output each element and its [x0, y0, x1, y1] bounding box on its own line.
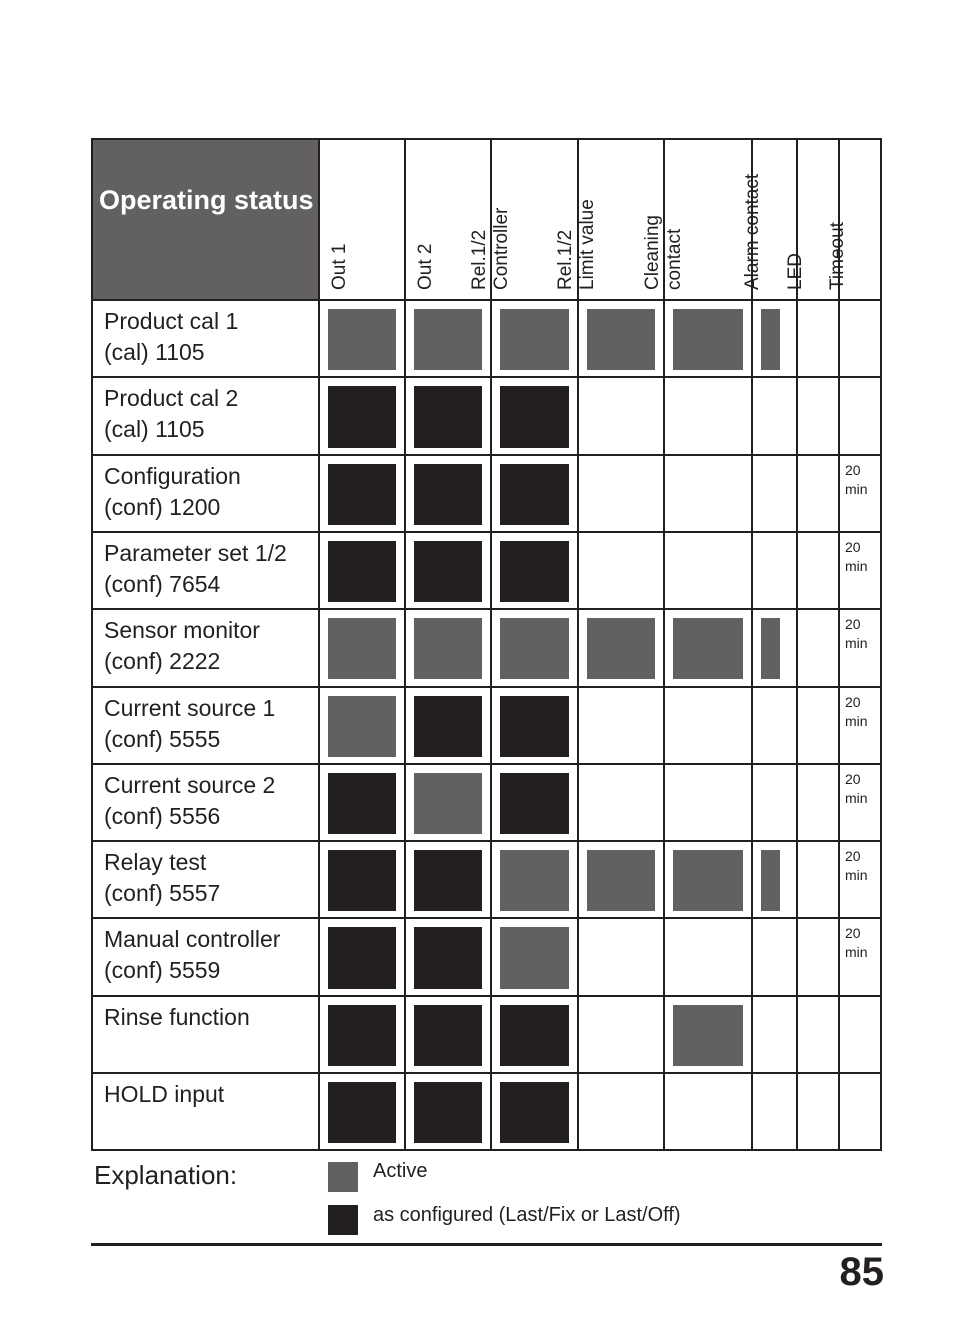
status-cell-active — [414, 773, 482, 834]
footer-rule — [91, 1243, 882, 1246]
row-label: Product cal 1 (cal) 1105 — [104, 308, 239, 365]
row-divider — [91, 454, 882, 456]
legend-swatch-configured — [328, 1205, 358, 1235]
operating-status-table — [91, 138, 882, 1150]
row-divider — [91, 299, 882, 301]
status-cell-active — [587, 618, 655, 679]
status-cell-active — [500, 927, 569, 988]
timeout-value: 20 min — [845, 693, 868, 729]
column-header-label: Out 2 — [415, 243, 436, 290]
status-cell-active — [500, 850, 569, 911]
row-label: Parameter set 1/2 (conf) 7654 — [104, 539, 287, 597]
row-label: Relay test (conf) 5557 — [104, 849, 221, 907]
legend-text-active: Active — [373, 1160, 428, 1182]
row-label: Sensor monitor (conf) 2222 — [104, 617, 260, 675]
status-cell-active — [328, 618, 396, 679]
status-cell-active — [673, 1005, 743, 1066]
status-cell-active — [500, 309, 569, 370]
status-cell-config — [500, 773, 569, 834]
row-divider — [91, 917, 882, 919]
timeout-value: 20 min — [845, 461, 868, 497]
legend-text-configured: as configured (Last/Fix or Last/Off) — [373, 1204, 681, 1226]
status-cell-config — [414, 1082, 482, 1143]
timeout-value: 20 min — [845, 848, 868, 884]
table-title: Operating status — [99, 185, 314, 215]
status-cell-active — [414, 309, 482, 370]
timeout-value: 20 min — [845, 770, 868, 806]
status-cell-config — [328, 1005, 396, 1066]
row-label: Rinse function — [104, 1003, 250, 1030]
legend-swatch-active — [328, 1162, 358, 1192]
status-cell-config — [328, 464, 396, 525]
page-number: 85 — [839, 1250, 884, 1294]
status-cell-active — [587, 850, 655, 911]
column-header-label: Rel.1/2 Controller — [468, 207, 512, 290]
status-cell-config — [328, 386, 396, 447]
explanation-label: Explanation: — [94, 1160, 238, 1190]
column-divider — [404, 138, 406, 1150]
row-label: HOLD input — [104, 1081, 225, 1107]
status-cell-active — [761, 850, 780, 911]
row-divider — [91, 686, 882, 688]
column-header-label: Out 1 — [329, 243, 350, 290]
table-header-corner — [91, 138, 319, 300]
status-cell-config — [500, 541, 569, 602]
row-divider — [91, 1149, 882, 1151]
row-label: Configuration (conf) 1200 — [104, 462, 241, 520]
row-divider — [91, 995, 882, 997]
status-cell-config — [414, 850, 482, 911]
timeout-value: 20 min — [845, 616, 868, 652]
status-cell-config — [500, 696, 569, 757]
status-cell-active — [414, 618, 482, 679]
row-label: Current source 1 (conf) 5555 — [104, 694, 276, 752]
column-header-label: Cleaning contact — [642, 215, 685, 290]
status-cell-config — [328, 541, 396, 602]
status-cell-active — [673, 850, 743, 911]
status-cell-config — [500, 1005, 569, 1066]
column-header-label: Rel.1/2 Limit value — [555, 199, 598, 290]
status-cell-config — [414, 386, 482, 447]
timeout-value: 20 min — [845, 925, 868, 961]
status-cell-config — [328, 773, 396, 834]
column-header-label: Timeout — [827, 222, 848, 290]
column-divider — [318, 138, 320, 1150]
row-divider — [91, 608, 882, 610]
row-divider — [91, 531, 882, 533]
status-cell-active — [328, 696, 396, 757]
column-divider — [880, 138, 882, 1150]
status-cell-config — [414, 541, 482, 602]
status-cell-active — [761, 309, 780, 370]
status-cell-config — [500, 386, 569, 447]
status-cell-config — [500, 1082, 569, 1143]
row-label: Product cal 2 (cal) 1105 — [104, 385, 239, 443]
column-header-label: Alarm contact — [741, 173, 763, 290]
timeout-value: 20 min — [845, 538, 868, 574]
row-divider — [91, 1072, 882, 1074]
status-cell-config — [328, 927, 396, 988]
column-header-label: LED — [785, 253, 806, 290]
status-cell-active — [761, 618, 780, 679]
status-cell-config — [328, 1082, 396, 1143]
status-cell-config — [414, 464, 482, 525]
status-cell-active — [587, 309, 655, 370]
row-label: Manual controller (conf) 5559 — [104, 926, 281, 984]
row-label: Current source 2 (conf) 5556 — [104, 771, 276, 829]
row-divider — [91, 376, 882, 378]
status-cell-config — [414, 696, 482, 757]
status-cell-config — [328, 850, 396, 911]
status-cell-config — [414, 927, 482, 988]
row-divider — [91, 763, 882, 765]
status-cell-active — [673, 618, 743, 679]
status-cell-config — [414, 1005, 482, 1066]
status-cell-active — [328, 309, 396, 370]
table-border-top — [91, 138, 882, 140]
row-divider — [91, 840, 882, 842]
status-cell-active — [673, 309, 743, 370]
status-cell-active — [500, 618, 569, 679]
table-border-left — [91, 138, 93, 1150]
status-cell-config — [500, 464, 569, 525]
